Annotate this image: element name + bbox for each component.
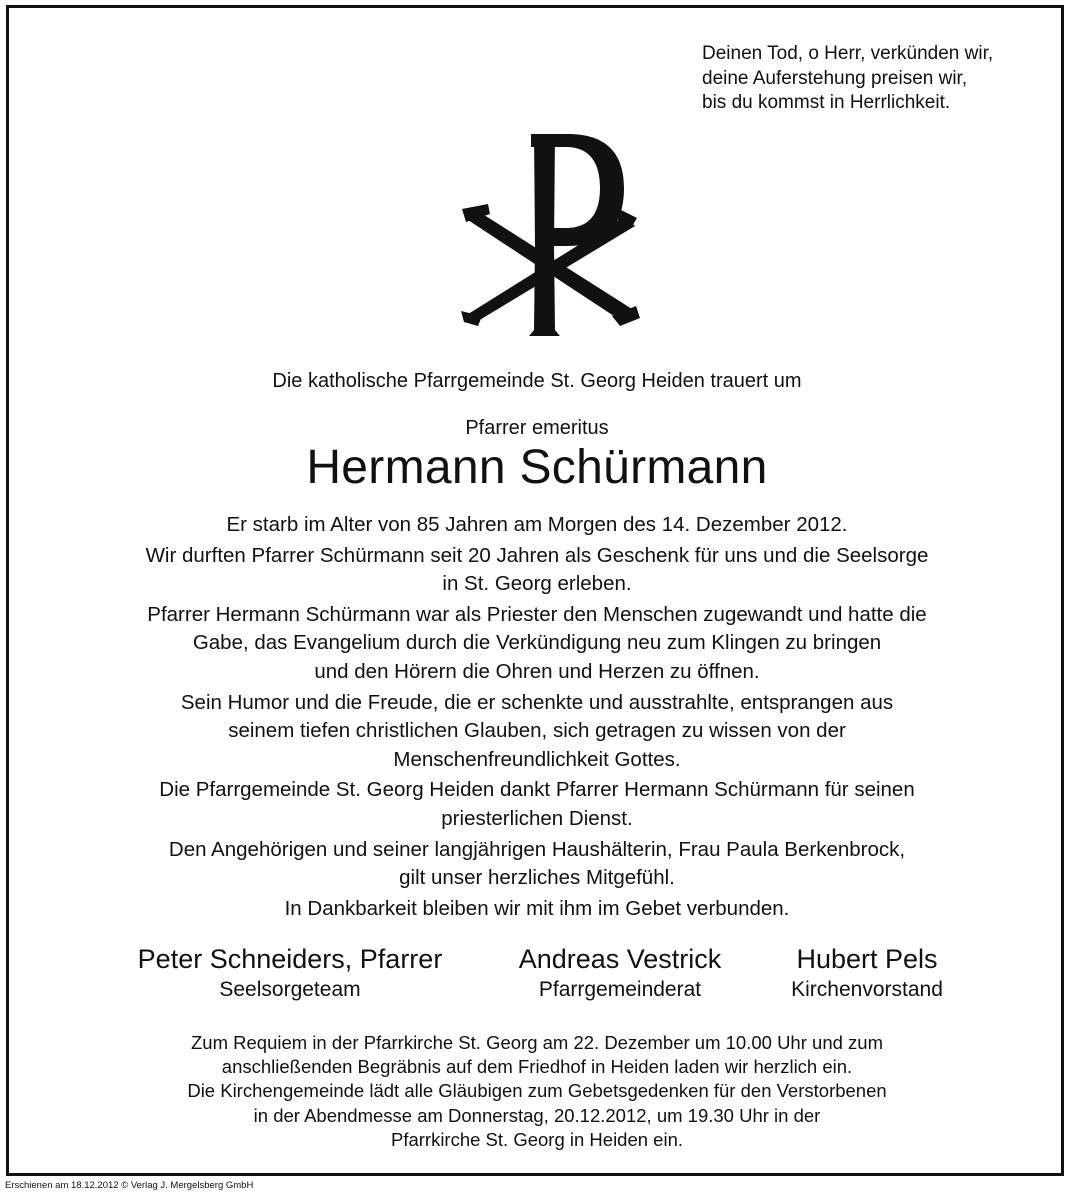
paragraph bbox=[0, 776, 1074, 833]
signatory-parish-council bbox=[495, 942, 745, 1004]
text-line: Den Angehörigen und seiner langjährigen Haushälterin, Frau Paula Berkenbrock, bbox=[168, 837, 906, 861]
notice-line: anschließenden Begräbnis auf dem Friedhof in Heiden laden wir herzlich ein. bbox=[221, 1056, 853, 1078]
text-line: Sein Humor und die Freude, die er schenkte und ausstrahlte, entsprangen aus bbox=[180, 690, 894, 714]
signatory-role: Seelsorgeteam bbox=[219, 978, 361, 1001]
signatory-pastor bbox=[110, 942, 470, 1004]
paragraph bbox=[0, 511, 1074, 540]
notice-line: Zum Requiem in der Pfarrkirche St. Georg am 22. Dezember um 10.00 Uhr und zum bbox=[191, 1032, 883, 1053]
paragraph bbox=[0, 895, 1074, 924]
announcement: Die katholische Pfarrgemeinde St. Georg Heiden trauert um bbox=[272, 370, 802, 392]
text-line: in St. Georg erleben. bbox=[442, 572, 632, 596]
text-line: Gabe, das Evangelium durch die Verkündigung neu zum Klingen zu bringen bbox=[192, 631, 882, 655]
signatory-church-board bbox=[767, 942, 967, 1004]
notice-line: in der Abendmesse am Donnerstag, 20.12.2012, um 19.30 Uhr in der bbox=[253, 1104, 821, 1126]
text-line: Menschenfreundlichkeit Gottes. bbox=[393, 747, 681, 771]
signatory-name: Peter Schneiders, Pfarrer bbox=[137, 944, 443, 974]
notice-line: Die Kirchengemeinde lädt alle Gläubigen zum Gebetsgedenken für den Verstorbenen bbox=[187, 1080, 887, 1102]
signatory-name: Andreas Vestrick bbox=[518, 944, 722, 974]
paragraph bbox=[0, 689, 1074, 775]
obituary-text bbox=[0, 511, 1074, 925]
verse-line: Deinen Tod, o Herr, verkünden wir, bbox=[702, 43, 994, 64]
signatory-role: Kirchenvorstand bbox=[791, 978, 943, 1001]
verse-line: bis du kommst in Herrlichkeit. bbox=[702, 92, 951, 113]
chi-rho-icon bbox=[0, 0, 1074, 360]
text-line: priesterlichen Dienst. bbox=[441, 806, 633, 830]
text-line: Pfarrer Hermann Schürmann war als Priester den Menschen zugewandt und hatte die bbox=[147, 602, 927, 626]
deceased-title: Pfarrer emeritus bbox=[465, 417, 609, 439]
notice-line: Pfarrkirche St. Georg in Heiden ein. bbox=[390, 1128, 684, 1150]
deceased-name: Hermann Schürmann bbox=[306, 441, 768, 494]
text-line: Die Pfarrgemeinde St. Georg Heiden dankt Pfarrer Hermann Schürmann für seinen bbox=[159, 778, 915, 802]
text-line: und den Hörern die Ohren und Herzen zu öffnen. bbox=[314, 659, 760, 683]
text-line: Er starb im Alter von 85 Jahren am Morgen des 14. Dezember 2012. bbox=[226, 513, 848, 536]
paragraph bbox=[0, 836, 1074, 893]
signatory-name: Hubert Pels bbox=[796, 944, 938, 974]
publication-footer: Erschienen am 18.12.2012 © Verlag J. Mergelsberg GmbH bbox=[5, 1180, 254, 1191]
text-line: Wir durften Pfarrer Schürmann seit 20 Jahren als Geschenk für uns und die Seelsorge bbox=[145, 543, 929, 567]
paragraph bbox=[0, 601, 1074, 687]
verse-line: deine Auferstehung preisen wir, bbox=[702, 67, 968, 89]
paragraph bbox=[0, 542, 1074, 599]
text-line: seinem tiefen christlichen Glauben, sich getragen zu wissen von der bbox=[228, 719, 846, 743]
service-notice bbox=[0, 1031, 1074, 1152]
signatory-role: Pfarrgemeinderat bbox=[538, 978, 702, 1001]
text-line: gilt unser herzliches Mitgefühl. bbox=[399, 866, 675, 890]
text-line: In Dankbarkeit bleiben wir mit ihm im Gebet verbunden. bbox=[284, 896, 790, 920]
